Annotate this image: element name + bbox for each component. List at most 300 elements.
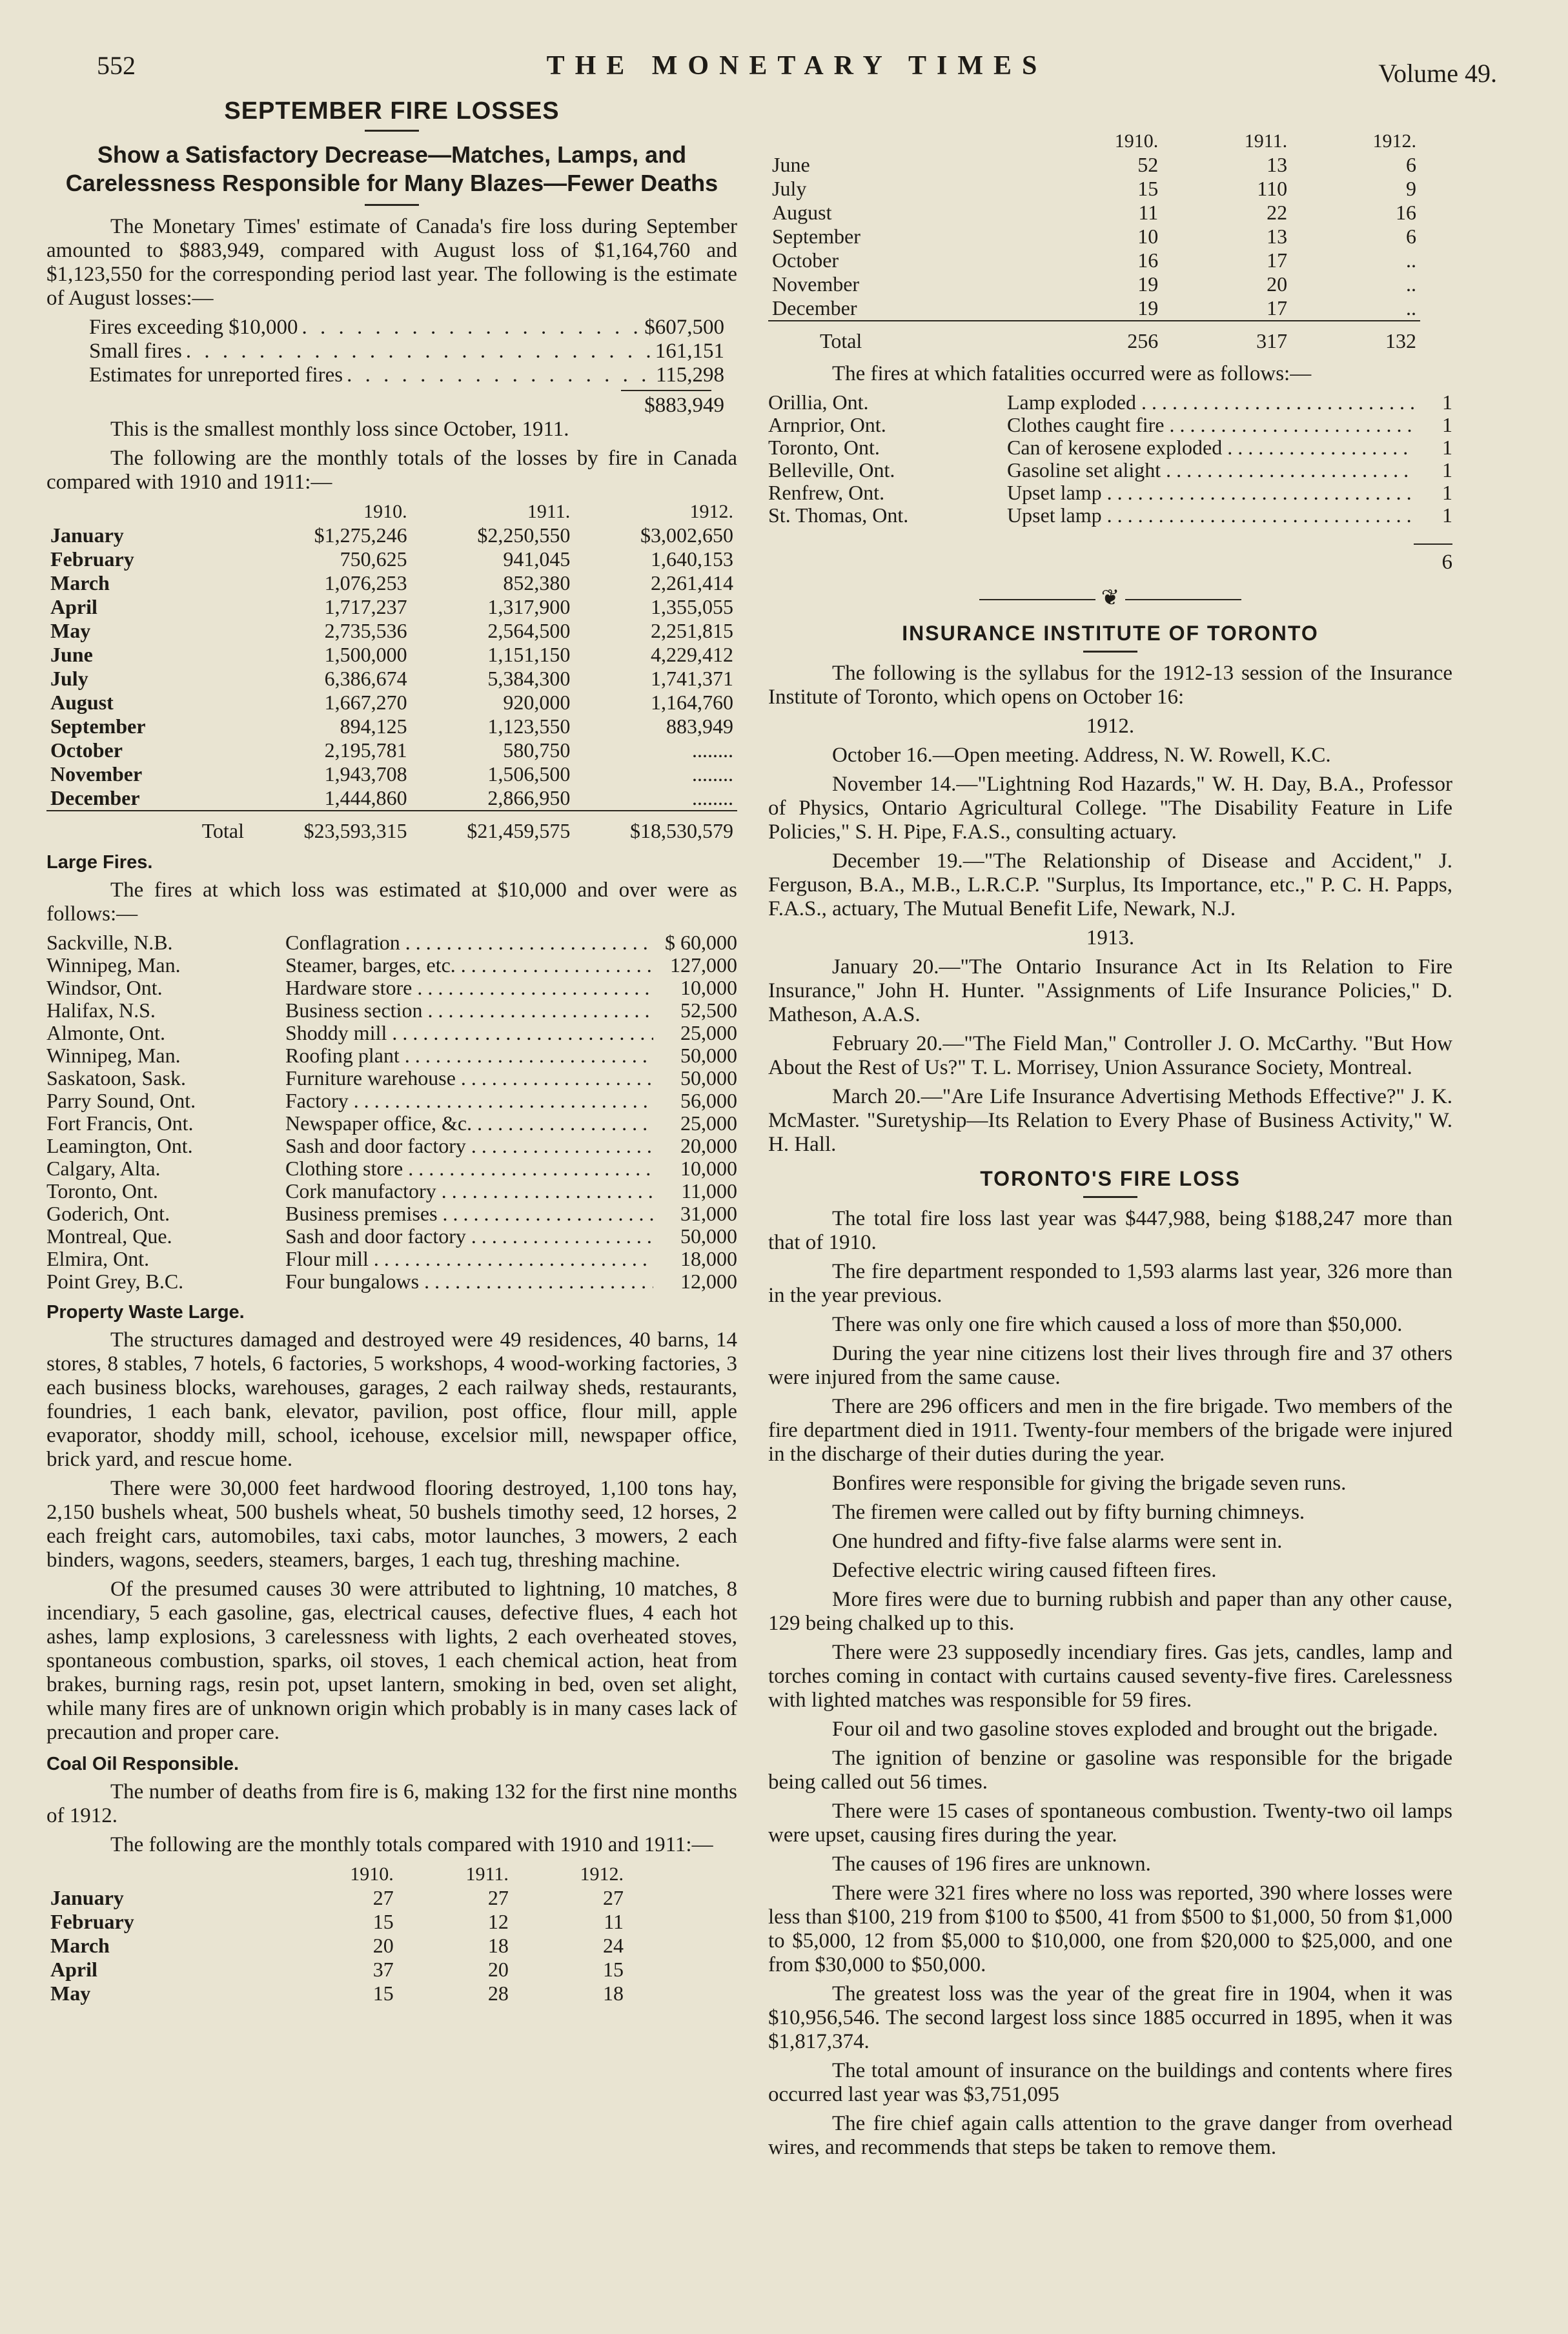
fire-amount: 25,000 [680, 1111, 737, 1135]
paragraph: More fires were due to burning rubbish and paper than any other cause, 129 being chalked up to this. [768, 1588, 1452, 1635]
month-label: June [50, 643, 93, 666]
month-label: June [772, 153, 810, 176]
loss-value: 1,500,000 [324, 643, 407, 666]
table-row [46, 762, 737, 786]
table-row [768, 296, 1420, 321]
total-rule [1414, 543, 1452, 545]
fire-cause: Lamp exploded . . . [1007, 391, 1414, 414]
fire-cause: Roofing plant . . . [285, 1044, 653, 1067]
loss-value: 1,355,055 [651, 595, 733, 618]
paragraph: There were 30,000 feet hardwood flooring destroyed, 1,100 tons hay, 2,150 bushels wheat, 500 bushels wheat, 50 bushels timothy seed, 12 horses, 2 each freight cars, automobiles, taxi cabs, motor launches, 3 mowers, 2 each binders, wagons, seeders, steamers, barges, 1 each tug, threshing machine. [46, 1477, 737, 1572]
fatal-fire-row [768, 436, 1452, 459]
fire-cause: Flour mill . . . [285, 1248, 653, 1270]
loss-value: 6,386,674 [324, 667, 407, 690]
month-label: January [50, 1886, 124, 1909]
loss-value: ........ [692, 762, 733, 786]
section-heading-property-waste: Property Waste Large. [46, 1302, 245, 1323]
article-title-insurance-institute: INSURANCE INSTITUTE OF TORONTO [902, 622, 1319, 645]
death-count: 52 [1137, 153, 1159, 176]
fire-cause: Shoddy mill . . . [285, 1022, 653, 1044]
fire-amount: 25,000 [680, 1021, 737, 1044]
death-count: 19 [1137, 272, 1159, 296]
loss-value: ........ [692, 738, 733, 762]
loss-value: 750,625 [340, 547, 407, 571]
table-header-row [768, 129, 1420, 153]
loss-value: 1,164,760 [651, 691, 733, 714]
table-row [46, 595, 737, 619]
large-fire-row [46, 1248, 737, 1270]
column-header: 1910. [363, 501, 407, 522]
death-count: 20 [487, 1958, 509, 1981]
large-fire-row [46, 1067, 737, 1090]
death-count: 16 [1137, 249, 1159, 272]
death-count: 22 [1267, 201, 1288, 224]
article-title-september-fire-losses: SEPTEMBER FIRE LOSSES [224, 97, 560, 125]
fire-amount: 20,000 [680, 1134, 737, 1157]
month-label: April [50, 595, 97, 618]
large-fire-row [46, 1135, 737, 1157]
paragraph: The following is the syllabus for the 1912-13 session of the Insurance Institute of Toronto, which opens on October 16: [768, 662, 1452, 709]
fire-place: Belleville, Ont. [768, 459, 895, 482]
fire-place: Fort Francis, Ont. [46, 1112, 194, 1135]
total-row [46, 813, 737, 843]
paragraph: The structures damaged and destroyed were 49 residences, 40 barns, 14 stores, 8 stables, 7 hotels, 6 factories, 5 workshops, 4 wood-working factories, 3 each business blocks, warehouses, garages, 2 each railway sheds, restaurants, foundries, 1 each bank, elevator, pavilion, post office, flour mill, apple evaporator, shoddy mill, school, icehouse, excelsior mill, newspaper office, brick yard, and rescue home. [46, 1328, 737, 1471]
total-value: 132 [1385, 329, 1416, 352]
fire-cause: Business section . . . [285, 999, 653, 1022]
year-heading: 1913. [1086, 926, 1135, 949]
fire-cause: Furniture warehouse . . . [285, 1067, 653, 1090]
large-fire-row [46, 1157, 737, 1180]
month-label: September [772, 225, 860, 248]
paragraph: There were 15 cases of spontaneous combustion. Twenty-two oil lamps were upset, causing fires during the year. [768, 1800, 1452, 1847]
table-row [768, 249, 1420, 272]
loss-value: 883,949 [666, 715, 733, 738]
loss-value: 580,750 [503, 738, 571, 762]
table-row [46, 547, 737, 571]
total-value: $23,593,315 [303, 819, 407, 842]
large-fire-row [46, 1022, 737, 1044]
fire-cause: Cork manufactory . . . [285, 1180, 653, 1203]
fire-cause: Upset lamp . . . [1007, 504, 1414, 527]
article-title-torontos-fire-loss: TORONTO'S FIRE LOSS [980, 1167, 1241, 1190]
column-header: 1911. [1244, 130, 1288, 152]
fire-place: Goderich, Ont. [46, 1203, 170, 1225]
paragraph: The following are the monthly totals of the losses by fire in Canada compared with 1910 and 1911:— [46, 447, 737, 494]
fatal-fire-row [768, 391, 1452, 414]
fire-place: St. Thomas, Ont. [768, 504, 909, 527]
fire-place: Point Grey, B.C. [46, 1270, 184, 1293]
death-count: 18 [487, 1934, 509, 1957]
table-row [46, 619, 737, 643]
loss-value: 920,000 [503, 691, 571, 714]
total-label: Total [201, 819, 244, 842]
loss-value: ........ [692, 786, 733, 809]
loss-value: 2,195,781 [324, 738, 407, 762]
divider [365, 130, 419, 132]
fire-cause: Gasoline set alight . . . [1007, 459, 1414, 482]
estimate-row: Estimates for unreported fires . . . 115,298 [89, 363, 724, 387]
fire-place: Halifax, N.S. [46, 999, 156, 1022]
month-label: October [772, 249, 839, 272]
death-count: 13 [1267, 153, 1288, 176]
fire-cause: Upset lamp . . . [1007, 482, 1414, 504]
monthly-loss-table [46, 500, 737, 843]
fatal-fire-row [768, 482, 1452, 504]
loss-value: 1,506,500 [487, 762, 571, 786]
loss-value: 1,151,150 [487, 643, 571, 666]
column-header: 1912. [689, 501, 733, 522]
table-row [46, 1886, 627, 1910]
fire-place: Leamington, Ont. [46, 1135, 193, 1157]
total-value: 317 [1256, 329, 1288, 352]
column-header: 1912. [1372, 130, 1416, 152]
article-subtitle: Show a Satisfactory Decrease—Matches, Lamps, and Carelessness Responsible for Many Blazes—Fewer Deaths [65, 141, 718, 196]
large-fires-list [46, 931, 737, 1293]
paragraph: The fire department responded to 1,593 alarms last year, 326 more than in the year previous. [768, 1260, 1452, 1307]
month-label: September [50, 715, 146, 738]
loss-value: 4,229,412 [651, 643, 733, 666]
fire-place: Montreal, Que. [46, 1225, 172, 1248]
fire-place: Toronto, Ont. [46, 1180, 158, 1203]
month-label: August [50, 691, 114, 714]
loss-value: $2,250,550 [477, 523, 571, 547]
fire-place: Arnprior, Ont. [768, 414, 886, 436]
loss-value: 2,866,950 [487, 786, 571, 809]
estimate-list [46, 316, 737, 418]
large-fire-row [46, 954, 737, 977]
fire-cause: Business premises . . . [285, 1203, 653, 1225]
death-count: 20 [372, 1934, 394, 1957]
death-count: .. [1406, 296, 1416, 320]
fire-cause: Steamer, barges, etc. . . . [285, 954, 653, 977]
fire-place: Orillia, Ont. [768, 391, 869, 414]
paragraph: There was only one fire which caused a loss of more than $50,000. [832, 1313, 1403, 1336]
death-count: 27 [487, 1886, 509, 1909]
paragraph: Of the presumed causes 30 were attributed to lightning, 10 matches, 8 incendiary, 5 each gasoline, gas, electrical causes, defective flues, 4 each hot ashes, lamp explosions, 3 carelessness with lights, 2 each overheated stoves, spontaneous combustion, sparks, oil stoves, 1 each chemical action, heat from brakes, burning rags, resin pot, upset lantern, smoking in bed, oven set alight, while many fires are of unknown origin which probably is in many cases lack of precaution and proper care. [46, 1578, 737, 1744]
death-count: 6 [1406, 225, 1416, 248]
death-count: 27 [372, 1886, 394, 1909]
fire-cause: Sash and door factory . . . [285, 1135, 653, 1157]
table-row [46, 691, 737, 715]
paragraph: The fires at which fatalities occurred were as follows:— [832, 362, 1312, 385]
fatal-fire-row [768, 414, 1452, 436]
table-row [768, 225, 1420, 249]
month-label: February [50, 1910, 134, 1933]
fire-place: Winnipeg, Man. [46, 1044, 181, 1067]
large-fire-row [46, 1044, 737, 1067]
paragraph: The Monetary Times' estimate of Canada's fire loss during September amounted to $883,949, compared with August loss of $1,164,760 and $1,123,550 for the corresponding period last year. The following is the estimate of August losses:— [46, 215, 737, 310]
total-value: $18,530,579 [630, 819, 733, 842]
estimate-row: Small fires . . . 161,151 [89, 340, 724, 363]
loss-value: 1,444,860 [324, 786, 407, 809]
paragraph: There were 23 supposedly incendiary fires. Gas jets, candles, lamp and torches coming in contact with curtains caused seventy-five fires. Carelessness with lighted matches was responsible for 59 fires. [768, 1641, 1452, 1712]
paragraph: The total fire loss last year was $447,988, being $188,247 more than that of 1910. [768, 1207, 1452, 1254]
death-count: 18 [603, 1982, 624, 2005]
death-count: 10 [1137, 225, 1159, 248]
table-row [768, 201, 1420, 225]
paragraph: Four oil and two gasoline stoves exploded and brought out the brigade. [832, 1718, 1438, 1741]
death-count: 19 [1137, 296, 1159, 320]
syllabus-item: November 14.—"Lightning Rod Hazards," W. H. Day, B.A., Professor of Physics, Ontario Agricultural College. "The Disability Feature in Life Policies," S. H. Pipe, F.A.S., consulting actuary. [768, 773, 1452, 844]
paragraph: Defective electric wiring caused fifteen fires. [832, 1559, 1217, 1582]
total-value: $21,459,575 [467, 819, 571, 842]
divider [1083, 1196, 1137, 1198]
month-label: February [50, 547, 134, 571]
loss-value: 1,741,371 [651, 667, 733, 690]
large-fire-row [46, 1270, 737, 1293]
column-header: 1910. [350, 1863, 394, 1885]
total-row [768, 323, 1420, 353]
estimate-total: $883,949 [644, 394, 724, 417]
toronto-fire-loss-body [768, 1207, 1452, 2160]
fire-amount: 12,000 [680, 1270, 737, 1293]
fatality-count: 1 [1442, 436, 1452, 459]
table-row [46, 786, 737, 811]
fire-amount: 56,000 [680, 1089, 737, 1112]
fatal-fire-row [768, 459, 1452, 482]
fire-place: Renfrew, Ont. [768, 482, 885, 504]
table-row [46, 1934, 627, 1958]
column-header: 1911. [527, 501, 571, 522]
fire-cause: Conflagration . . . [285, 931, 653, 954]
table-row [46, 643, 737, 667]
death-count: 6 [1406, 153, 1416, 176]
loss-value: 2,251,815 [651, 619, 733, 642]
death-count: 15 [603, 1958, 624, 1981]
fire-amount: 11,000 [681, 1179, 737, 1203]
death-count: 12 [487, 1910, 509, 1933]
fire-amount: 10,000 [680, 1157, 737, 1180]
large-fire-row [46, 931, 737, 954]
table-header-row [46, 1862, 627, 1886]
section-heading-large-fires: Large Fires. [46, 852, 153, 873]
death-count: 20 [1267, 272, 1288, 296]
fatal-fire-row [768, 504, 1452, 527]
fire-cause: Factory . . . [285, 1090, 653, 1112]
deaths-table-part1 [46, 1862, 627, 2005]
paragraph: There were 321 fires where no loss was reported, 390 where losses were less than $100, 219 from $100 to $500, 41 from $500 to $1,000, 50 from $1,000 to $5,000, 12 from $5,000 to $10,000, one from $20,000 to $25,000, and one from $30,000 to $50,000. [768, 1882, 1452, 1976]
fire-cause: Hardware store . . . [285, 977, 653, 999]
paragraph: Bonfires were responsible for giving the brigade seven runs. [832, 1472, 1347, 1495]
fire-place: Toronto, Ont. [768, 436, 880, 459]
table-row [46, 1910, 627, 1934]
large-fire-row [46, 1112, 737, 1135]
fire-place: Parry Sound, Ont. [46, 1090, 196, 1112]
paragraph: There are 296 officers and men in the fire brigade. Two members of the fire department died in 1911. Twenty-four members of the brigade were injured in the discharge of their duties during the year. [768, 1395, 1452, 1466]
fire-amount: 18,000 [680, 1247, 737, 1270]
fire-place: Sackville, N.B. [46, 931, 173, 954]
section-heading-coal-oil: Coal Oil Responsible. [46, 1754, 239, 1774]
fire-place: Saskatoon, Sask. [46, 1067, 186, 1090]
masthead [97, 50, 1497, 96]
table-row [46, 1958, 627, 1982]
estimate-row: Fires exceeding $10,000 . . . $607,500 [89, 316, 724, 340]
fatality-count: 1 [1442, 458, 1452, 482]
syllabus-item: February 20.—"The Field Man," Controller J. O. McCarthy. "But How About the Rest of Us?" T. L. Morrisey, Union Assurance Society, Montreal. [768, 1032, 1452, 1079]
paragraph: The greatest loss was the year of the great fire in 1904, when it was $10,956,546. The second largest loss since 1885 occurred in 1895, when it was $1,817,374. [768, 1982, 1452, 2053]
table-row [46, 738, 737, 762]
month-label: April [50, 1958, 97, 1981]
loss-value: 2,735,536 [324, 619, 407, 642]
loss-value: 894,125 [340, 715, 407, 738]
table-row [46, 1982, 627, 2005]
year-heading: 1912. [1086, 715, 1135, 738]
paragraph: During the year nine citizens lost their lives through fire and 37 others were injured from the same cause. [768, 1342, 1452, 1389]
month-label: July [772, 177, 807, 200]
death-count: 37 [372, 1958, 394, 1981]
fatality-count: 1 [1442, 413, 1452, 436]
fire-place: Windsor, Ont. [46, 977, 163, 999]
loss-value: 1,943,708 [324, 762, 407, 786]
column-header: 1910. [1114, 130, 1159, 152]
total-rule [621, 390, 711, 391]
death-count: 15 [372, 1910, 394, 1933]
death-count: 28 [487, 1982, 509, 2005]
fire-amount: 50,000 [680, 1224, 737, 1248]
paragraph: The total amount of insurance on the buildings and contents where fires occurred last year was $3,751,095 [768, 2059, 1452, 2106]
death-count: 110 [1257, 177, 1288, 200]
deaths-table-part2 [768, 129, 1420, 353]
fatality-count: 1 [1442, 503, 1452, 527]
paragraph: One hundred and fifty-five false alarms were sent in. [832, 1530, 1283, 1553]
fire-place: Almonte, Ont. [46, 1022, 165, 1044]
table-row [46, 571, 737, 595]
loss-value: 1,667,270 [324, 691, 407, 714]
large-fire-row [46, 999, 737, 1022]
death-count: 11 [604, 1910, 624, 1933]
loss-value: 1,123,550 [487, 715, 571, 738]
divider [1083, 651, 1137, 653]
fire-amount: 50,000 [680, 1044, 737, 1067]
loss-value: 1,717,237 [324, 595, 407, 618]
fire-amount: 31,000 [680, 1202, 737, 1225]
month-label: May [50, 1982, 91, 2005]
month-label: August [772, 201, 832, 224]
fire-cause: Clothing store . . . [285, 1157, 653, 1180]
death-count: 11 [1138, 201, 1159, 224]
fire-cause: Clothes caught fire . . . [1007, 414, 1414, 436]
death-count: 9 [1406, 177, 1416, 200]
loss-value: 1,076,253 [324, 571, 407, 594]
month-label: October [50, 738, 123, 762]
table-header-row [46, 500, 737, 523]
paragraph: The fires at which loss was estimated at $10,000 and over were as follows:— [46, 878, 737, 926]
table-row [768, 153, 1420, 177]
table-row [768, 177, 1420, 201]
fire-place: Elmira, Ont. [46, 1248, 150, 1270]
death-count: 27 [603, 1886, 624, 1909]
loss-value: 941,045 [503, 547, 571, 571]
right-column [768, 129, 1452, 2165]
fatal-total-block [768, 527, 1452, 574]
loss-value: 1,317,900 [487, 595, 571, 618]
volume-label: Volume 49. [1378, 59, 1497, 88]
death-count: 15 [372, 1982, 394, 2005]
death-count: 24 [603, 1934, 624, 1957]
syllabus-item: March 20.—"Are Life Insurance Advertising Methods Effective?" J. K. McMaster. "Suretyship—Its Relation to Every Phase of Business Activity," W. H. Hall. [768, 1085, 1452, 1156]
fire-amount: 10,000 [680, 976, 737, 999]
syllabus-item: December 19.—"The Relationship of Disease and Accident," J. Ferguson, B.A., M.B., L.R.C.P. "Surplus, Its Importance, etc.," P. C. H. Papps, F.A.S., actuary, The Mutual Benefit Life, Newark, N.J. [768, 849, 1452, 920]
month-label: December [50, 786, 140, 809]
divider [365, 204, 419, 206]
fire-cause: Sash and door factory . . . [285, 1225, 653, 1248]
column-header: 1911. [465, 1863, 509, 1885]
syllabus-item: October 16.—Open meeting. Address, N. W. Rowell, K.C. [832, 744, 1331, 767]
death-count: 16 [1396, 201, 1416, 224]
fatality-count: 1 [1442, 481, 1452, 504]
loss-value: $3,002,650 [640, 523, 733, 547]
syllabus-item: January 20.—"The Ontario Insurance Act in Its Relation to Fire Insurance," John H. Hunter. "Assignments of Life Insurance Policies," D. Matheson, A.A.S. [768, 955, 1452, 1026]
fatal-total: 6 [1441, 551, 1452, 574]
fire-cause: Newspaper office, &c. . . . [285, 1112, 653, 1135]
large-fire-row [46, 1180, 737, 1203]
loss-value: 5,384,300 [487, 667, 571, 690]
paragraph: The firemen were called out by fifty burning chimneys. [832, 1501, 1305, 1524]
left-column [46, 97, 737, 2005]
table-row [46, 523, 737, 547]
paragraph: The following are the monthly totals compared with 1910 and 1911:— [110, 1833, 713, 1856]
death-count: 17 [1267, 296, 1288, 320]
death-count: 17 [1267, 249, 1288, 272]
month-label: November [50, 762, 143, 786]
table-row [46, 667, 737, 691]
fire-cause: Four bungalows . . . [285, 1270, 653, 1293]
fire-place: Calgary, Alta. [46, 1157, 161, 1180]
large-fire-row [46, 977, 737, 999]
death-count: .. [1406, 272, 1416, 296]
fire-cause: Can of kerosene exploded . . . [1007, 436, 1414, 459]
month-label: March [50, 1934, 110, 1957]
total-label: Total [820, 329, 862, 352]
fatality-count: 1 [1442, 391, 1452, 414]
loss-value: 2,261,414 [651, 571, 733, 594]
month-label: January [50, 523, 124, 547]
large-fire-row [46, 1203, 737, 1225]
paragraph: The number of deaths from fire is 6, making 132 for the first nine months of 1912. [46, 1780, 737, 1827]
loss-value: $1,275,246 [314, 523, 407, 547]
total-value: 256 [1127, 329, 1159, 352]
fire-amount: 127,000 [670, 953, 737, 977]
fire-amount: 52,500 [680, 999, 737, 1022]
month-label: May [50, 619, 91, 642]
paragraph: The ignition of benzine or gasoline was responsible for the brigade being called out 56 times. [768, 1747, 1452, 1794]
ornament-divider: ❦ [768, 586, 1452, 610]
month-label: December [772, 296, 857, 320]
paragraph: The causes of 196 fires are unknown. [832, 1852, 1151, 1876]
table-row [768, 272, 1420, 296]
fire-amount: 50,000 [680, 1066, 737, 1090]
month-label: March [50, 571, 110, 594]
death-count: 13 [1267, 225, 1288, 248]
loss-value: 1,640,153 [651, 547, 733, 571]
page-number: 552 [97, 51, 136, 80]
large-fire-row [46, 1090, 737, 1112]
death-count: .. [1406, 249, 1416, 272]
loss-value: 852,380 [503, 571, 571, 594]
paragraph: This is the smallest monthly loss since October, 1911. [110, 418, 569, 441]
column-header: 1912. [580, 1863, 624, 1885]
month-label: November [772, 272, 860, 296]
large-fire-row [46, 1225, 737, 1248]
publication-title: THE MONETARY TIMES [546, 51, 1048, 81]
month-label: July [50, 667, 88, 690]
fatal-fires-list [768, 391, 1452, 527]
paragraph: The fire chief again calls attention to the grave danger from overhead wires, and recommends that steps be taken to remove them. [768, 2112, 1452, 2159]
fire-place: Winnipeg, Man. [46, 954, 181, 977]
loss-value: 2,564,500 [487, 619, 571, 642]
table-row [46, 715, 737, 738]
fire-amount: $ 60,000 [665, 931, 737, 954]
